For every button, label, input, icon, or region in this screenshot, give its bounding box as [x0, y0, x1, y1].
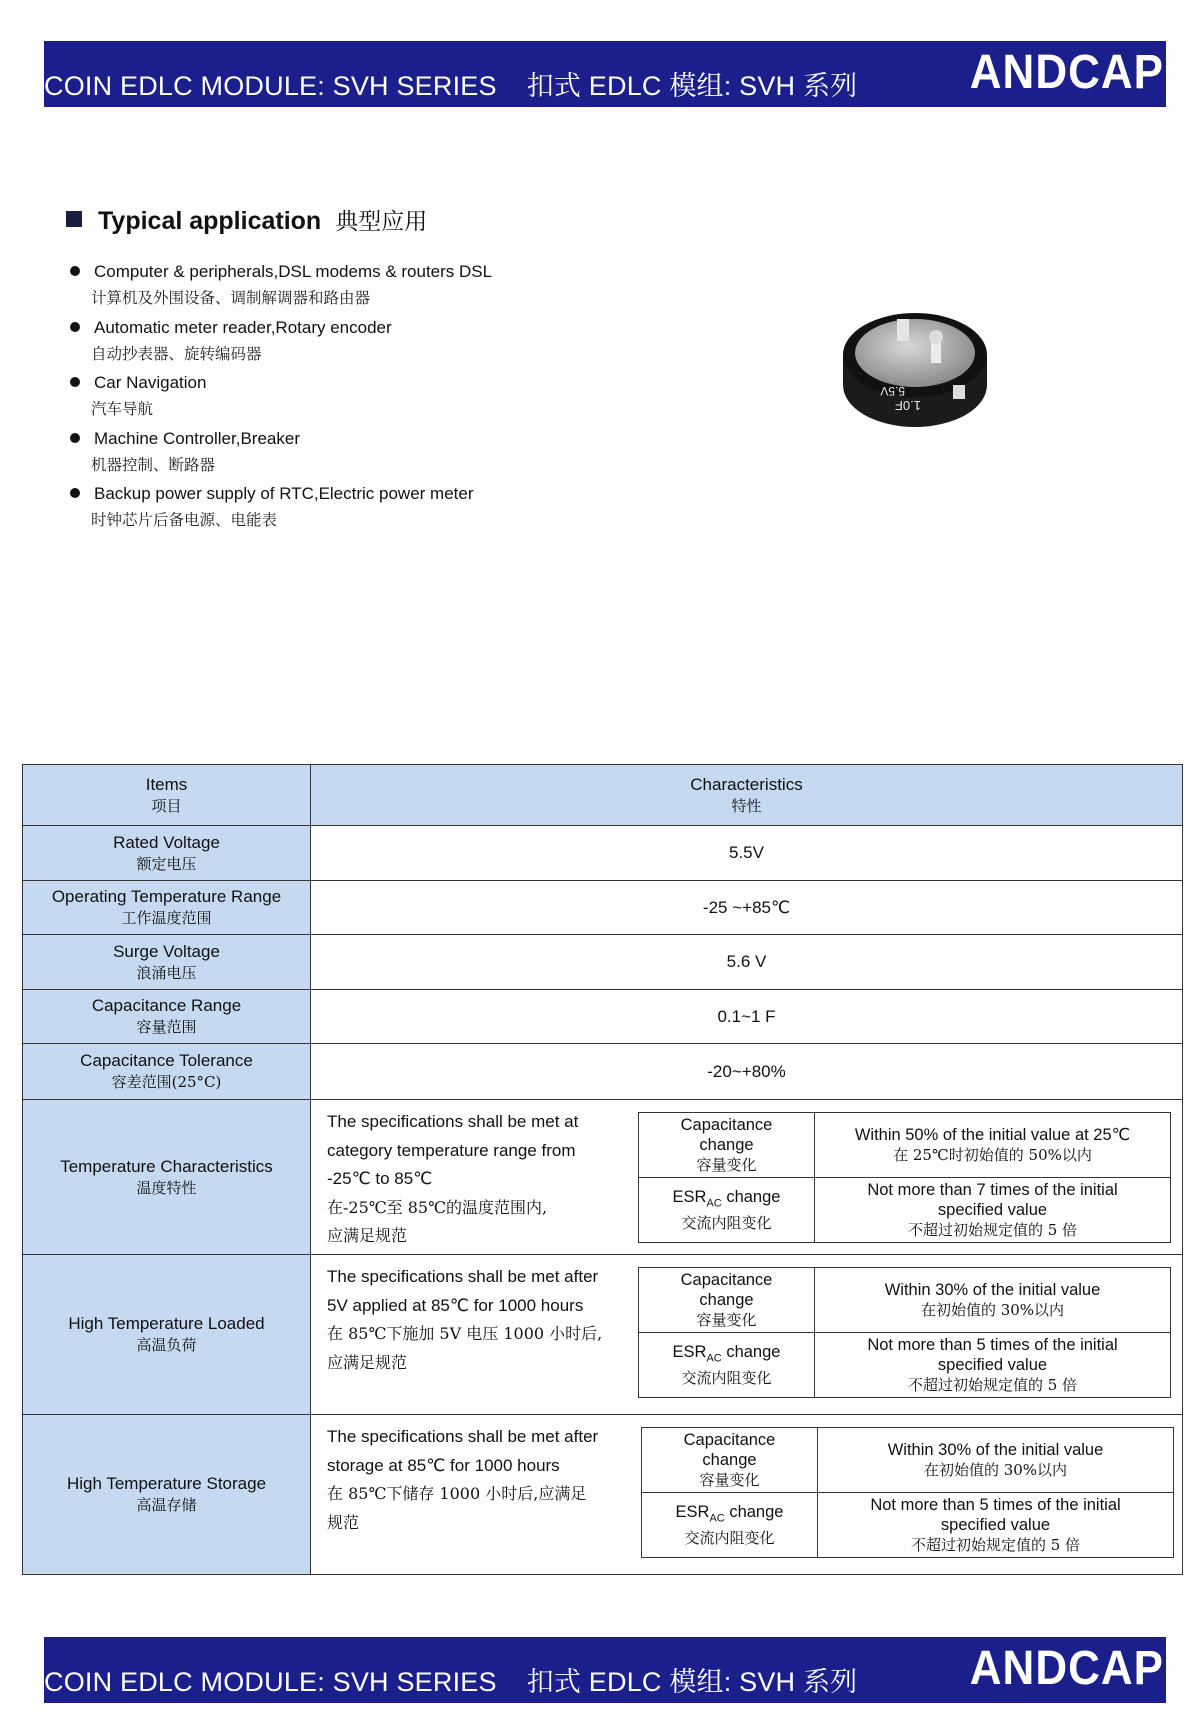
footer-title-en: COIN EDLC MODULE: SVH SERIES	[44, 1667, 497, 1697]
capacitance-label-en-2: change	[699, 1291, 754, 1309]
brand-logo: ANDCAP	[969, 45, 1164, 99]
description-line: -25℃ to 85℃	[327, 1169, 433, 1188]
esr-text: ESR	[672, 1342, 707, 1361]
criteria-row-capacitance	[639, 1113, 1171, 1178]
condition-description	[327, 1263, 602, 1377]
header-characteristics-cn: 特性	[731, 796, 762, 815]
table-row	[23, 990, 1183, 1044]
terminal-tab	[897, 319, 909, 341]
header-title	[44, 64, 857, 103]
capacitance-criteria	[815, 1113, 1171, 1178]
item-label-cn: 高温存储	[136, 1496, 197, 1514]
capacitance-label-cn: 容量变化	[696, 1156, 757, 1174]
esr-change-label	[639, 1333, 815, 1398]
product-photo	[835, 295, 995, 435]
criteria-table	[638, 1112, 1171, 1243]
item-value-cell: -20~+80%	[311, 1044, 1183, 1100]
capacitance-criteria-cn: 在初始值的 30%以内	[920, 1301, 1065, 1319]
esr-change-text: change	[724, 1502, 784, 1521]
item-label-en: Rated Voltage	[113, 832, 220, 852]
criteria-row-capacitance	[639, 1268, 1171, 1333]
item-label-cn: 高温负荷	[136, 1336, 197, 1354]
capacitance-label-en-1: Capacitance	[683, 1431, 776, 1449]
application-en-text: Machine Controller,Breaker	[94, 428, 300, 448]
application-en-text: Backup power supply of RTC,Electric power meter	[94, 484, 474, 503]
application-cn: 时钟芯片后备电源、电能表	[91, 511, 278, 529]
list-item	[70, 425, 710, 481]
item-label-en: Operating Temperature Range	[51, 887, 282, 906]
item-label-en: High Temperature Storage	[66, 1474, 267, 1493]
esr-label-cn: 交流内阻变化	[684, 1529, 775, 1548]
item-label-en: Capacitance Tolerance	[80, 1051, 253, 1070]
item-label-en: Surge Voltage	[113, 941, 220, 961]
description-line: 在 85℃下储存 1000 小时后,应满足	[327, 1484, 587, 1503]
capacitance-change-label	[639, 1113, 815, 1178]
application-en-text: Car Navigation	[94, 373, 207, 392]
description-line: 5V applied at 85℃ for 1000 hours	[327, 1295, 584, 1315]
esr-criteria-en-1: Not more than 5 times of the initial	[870, 1496, 1121, 1514]
criteria-table	[641, 1427, 1174, 1558]
criteria-row-esr	[642, 1493, 1174, 1558]
header-items-cell	[23, 765, 311, 826]
header-characteristics-en: Characteristics	[690, 774, 803, 794]
table-row	[23, 881, 1183, 935]
item-value-cell	[311, 1415, 1183, 1575]
esr-subscript: AC	[706, 1197, 722, 1210]
capacitance-criteria-en: Within 30% of the initial value	[884, 1281, 1101, 1299]
item-label-cell	[23, 990, 311, 1044]
item-label-cell	[23, 1415, 311, 1575]
description-line: 应满足规范	[327, 1226, 408, 1245]
description-line: category temperature range from	[327, 1140, 576, 1160]
application-en	[70, 258, 710, 285]
table-row	[23, 1415, 1183, 1575]
bullet-icon	[70, 433, 80, 443]
square-bullet-icon	[66, 211, 82, 227]
description-line: 规范	[327, 1512, 360, 1532]
item-label-cell	[23, 881, 311, 935]
esr-label-en	[642, 1502, 817, 1528]
capacitance-criteria-cn: 在 25℃时初始值的 50%以内	[893, 1146, 1092, 1164]
typical-application-heading	[66, 203, 427, 236]
table-row	[23, 1044, 1183, 1100]
terminal-cap	[929, 330, 943, 344]
application-en	[70, 425, 710, 452]
item-label-en: High Temperature Loaded	[68, 1314, 265, 1333]
esr-criteria-cn: 不超过初始规定值的 5 倍	[910, 1536, 1081, 1554]
esr-criteria-en-2: specified value	[937, 1201, 1048, 1219]
esr-criteria	[815, 1178, 1171, 1243]
capacitance-label-cn: 容量变化	[699, 1471, 760, 1489]
esr-subscript: AC	[709, 1512, 725, 1525]
footer-title-cn: 扣式 EDLC 模组: SVH 系列	[526, 1667, 858, 1697]
description-line: The specifications shall be met after	[327, 1427, 599, 1446]
esr-text: ESR	[675, 1502, 710, 1521]
capacitance-criteria	[818, 1428, 1174, 1493]
bullet-icon	[70, 322, 80, 332]
criteria-table	[638, 1267, 1171, 1398]
application-en	[70, 480, 710, 507]
capacitance-label-en-1: Capacitance	[680, 1116, 773, 1134]
capacitance-criteria-en: Within 50% of the initial value at 25℃	[854, 1126, 1131, 1144]
item-label-cell	[23, 1255, 311, 1415]
capacitance-label-en-2: change	[699, 1136, 754, 1154]
item-label-cn: 额定电压	[136, 854, 197, 873]
item-value-cell: 5.5V	[311, 826, 1183, 881]
header-band	[44, 41, 1166, 107]
esr-criteria-cn: 不超过初始规定值的 5 倍	[907, 1376, 1078, 1394]
item-label-cell	[23, 1044, 311, 1100]
item-value-cell: 5.6 V	[311, 935, 1183, 990]
esr-change-label	[642, 1493, 818, 1558]
item-value-cell	[311, 1255, 1183, 1415]
header-title-cn: 扣式 EDLC 模组: SVH 系列	[526, 71, 858, 101]
application-cn: 汽车导航	[91, 400, 154, 418]
description-line: The specifications shall be met at	[327, 1112, 579, 1131]
capacitance-change-label	[642, 1428, 818, 1493]
esr-criteria-en-2: specified value	[937, 1356, 1048, 1374]
esr-text: ESR	[672, 1187, 707, 1206]
table-row	[23, 935, 1183, 990]
heading-en: Typical application	[98, 207, 322, 235]
item-value-cell: 0.1~1 F	[311, 990, 1183, 1044]
esr-criteria-en-1: Not more than 5 times of the initial	[867, 1336, 1118, 1354]
application-en	[70, 314, 710, 341]
capacitor-top	[855, 319, 975, 387]
header-title-en: COIN EDLC MODULE: SVH SERIES	[44, 71, 497, 101]
capacitance-label-en-2: change	[702, 1451, 757, 1469]
table-row	[23, 1100, 1183, 1255]
description-line: storage at 85℃ for 1000 hours	[327, 1455, 560, 1475]
condition-description	[327, 1108, 578, 1251]
esr-label-en	[639, 1342, 814, 1368]
esr-criteria-en-1: Not more than 7 times of the initial	[867, 1181, 1118, 1199]
heading-cn: 典型应用	[335, 209, 428, 235]
bullet-icon	[70, 488, 80, 498]
spec-table	[22, 764, 1183, 1575]
application-cn: 机器控制、断路器	[91, 455, 216, 474]
table-header-row	[23, 765, 1183, 826]
esr-label-cn: 交流内阻变化	[681, 1214, 772, 1233]
marking-capacitance: 1.0F	[894, 398, 921, 413]
capacitance-label-en-1: Capacitance	[680, 1271, 773, 1289]
application-en-text: Automatic meter reader,Rotary encoder	[94, 317, 392, 337]
item-label-cn: 工作温度范围	[121, 909, 212, 927]
esr-change-text: change	[721, 1187, 781, 1206]
item-label-en: Temperature Characteristics	[60, 1156, 273, 1176]
description-line: 在-25℃至 85℃的温度范围内,	[327, 1197, 548, 1217]
footer-band	[44, 1637, 1166, 1703]
description-line: The specifications shall be met after	[327, 1267, 599, 1286]
esr-change-label	[639, 1178, 815, 1243]
item-label-en: Capacitance Range	[91, 996, 242, 1015]
esr-change-text: change	[721, 1342, 781, 1361]
marking-voltage: 5.5V	[880, 384, 905, 398]
item-label-cell	[23, 1100, 311, 1255]
list-item	[70, 314, 710, 370]
list-item	[70, 369, 710, 425]
item-label-cn: 温度特性	[136, 1178, 197, 1197]
capacitance-change-label	[639, 1268, 815, 1333]
footer-title	[44, 1660, 857, 1699]
item-value-cell	[311, 1100, 1183, 1255]
esr-criteria	[818, 1493, 1174, 1558]
bullet-icon	[70, 266, 80, 276]
capacitance-label-cn: 容量变化	[696, 1311, 757, 1329]
list-item	[70, 480, 710, 536]
condition-description	[327, 1423, 598, 1537]
item-label-cn: 容量范围	[136, 1018, 197, 1036]
criteria-row-esr	[639, 1333, 1171, 1398]
list-item	[70, 258, 710, 314]
application-cn: 计算机及外围设备、调制解调器和路由器	[91, 289, 371, 307]
esr-label-en	[639, 1187, 814, 1213]
capacitance-criteria	[815, 1268, 1171, 1333]
description-line: 应满足规范	[327, 1352, 408, 1372]
description-line: 在 85℃下施加 5V 电压 1000 小时后,	[327, 1324, 603, 1343]
item-value-cell: -25 ~+85℃	[311, 881, 1183, 935]
item-label-cn: 浪涌电压	[136, 963, 197, 982]
esr-criteria	[815, 1333, 1171, 1398]
esr-criteria-en-2: specified value	[940, 1516, 1051, 1534]
item-label-cn: 容差范围(25°C)	[111, 1073, 222, 1091]
header-items-cn: 项目	[151, 796, 182, 815]
esr-label-cn: 交流内阻变化	[681, 1369, 772, 1388]
white-marking	[953, 385, 965, 399]
application-en	[70, 369, 710, 396]
esr-criteria-cn: 不超过初始规定值的 5 倍	[907, 1221, 1078, 1239]
capacitance-criteria-cn: 在初始值的 30%以内	[923, 1461, 1068, 1479]
criteria-row-capacitance	[642, 1428, 1174, 1493]
item-label-cell	[23, 826, 311, 881]
footer-brand-logo: ANDCAP	[969, 1641, 1164, 1695]
application-list	[70, 258, 710, 536]
application-cn: 自动抄表器、旋转编码器	[91, 344, 262, 363]
table-row	[23, 826, 1183, 881]
header-characteristics-cell	[311, 765, 1183, 826]
header-items-en: Items	[145, 774, 188, 794]
item-label-cell	[23, 935, 311, 990]
table-row	[23, 1255, 1183, 1415]
application-en-text: Computer & peripherals,DSL modems & routers DSL	[94, 262, 493, 281]
bullet-icon	[70, 377, 80, 387]
capacitance-criteria-en: Within 30% of the initial value	[887, 1441, 1104, 1459]
criteria-row-esr	[639, 1178, 1171, 1243]
esr-subscript: AC	[706, 1352, 722, 1365]
